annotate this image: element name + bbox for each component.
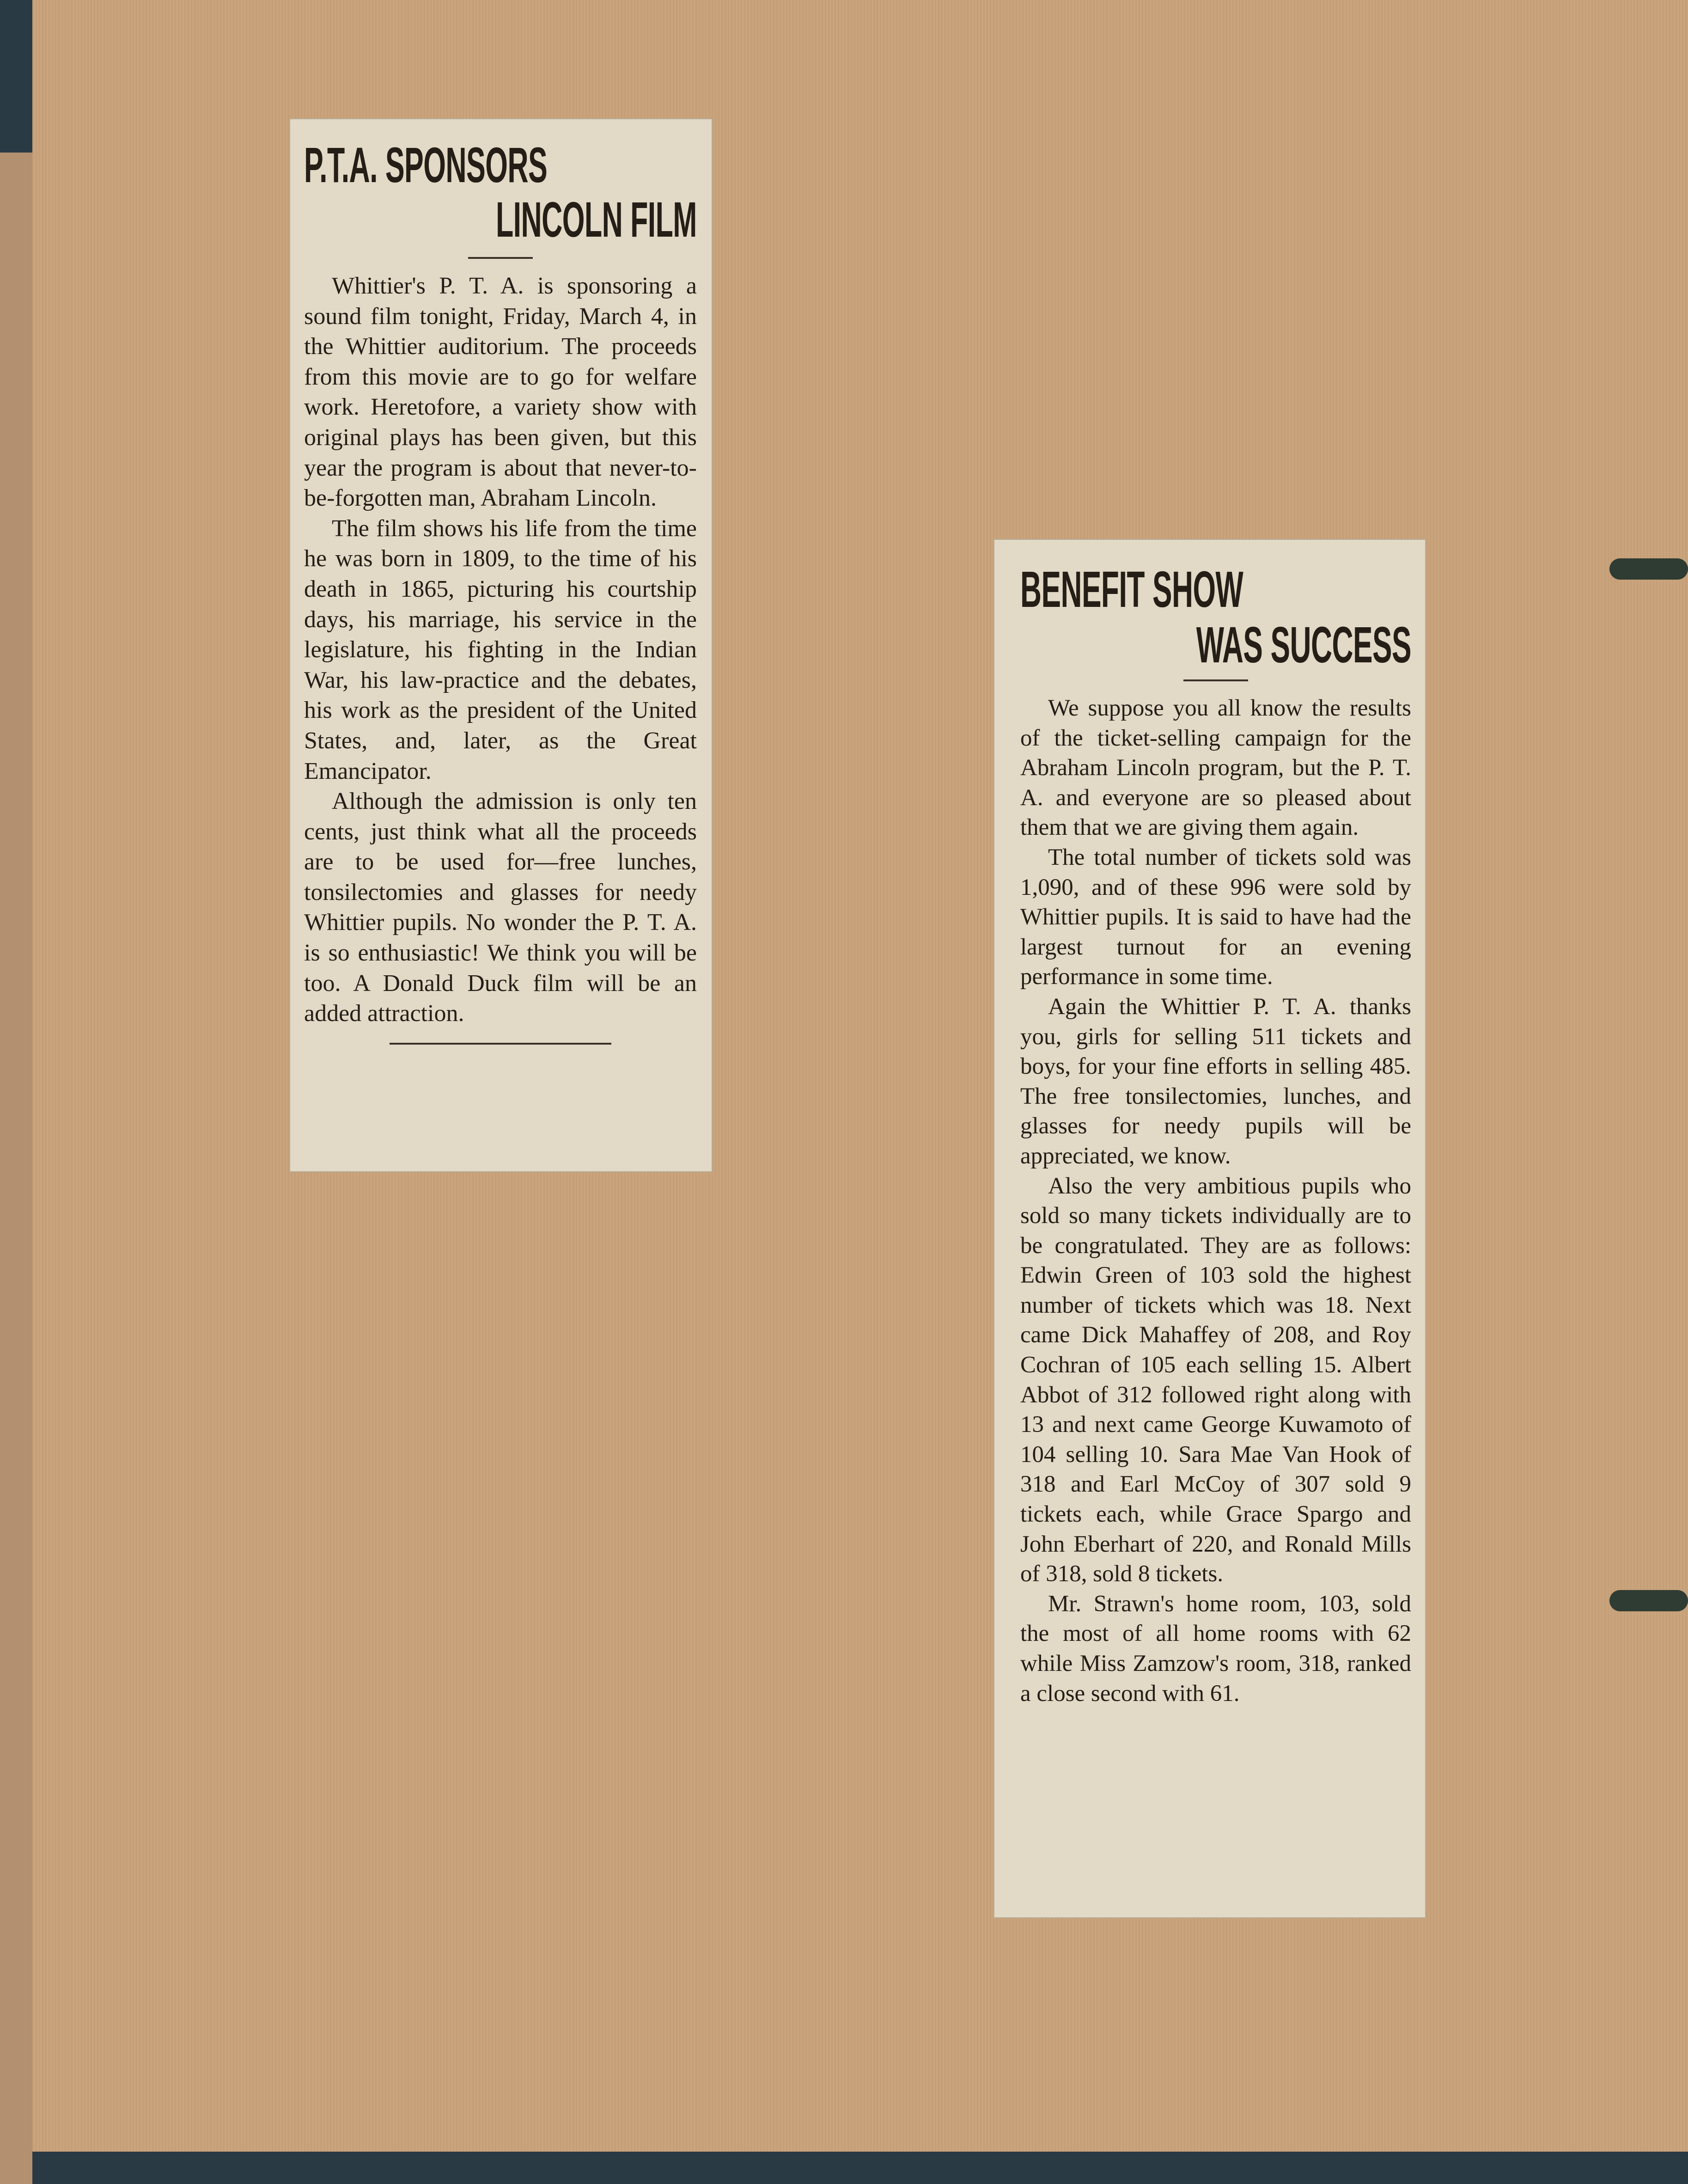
headline-1-line-2: LINCOLN FILM (496, 191, 697, 247)
headline-rule (1183, 679, 1248, 681)
page-edge-bottom (32, 2152, 1688, 2184)
headline-2-line-2: WAS SUCCESS (1196, 617, 1411, 673)
headline-rule (468, 257, 533, 259)
page-edge-left (0, 153, 32, 2184)
end-rule (390, 1043, 611, 1045)
clipping-pta-sponsors-lincoln-film (290, 119, 712, 1171)
clipping-1-paragraph-2: The film shows his life from the time he was born in 1809, to the time of his death in 1865, picturing his courtship days, his marriage, his service in the legislature, his fighting in the Indian War, his law-practice and the debates, his work as the president of the United States, and, later, as the Great Emancipator. (304, 515, 697, 784)
clipping-2-paragraph-2: The total number of tickets sold was 1,090, and of these 996 were sold by Whittier pupils. It is said to have had the largest turnout for an evening performance in some time. (1020, 844, 1411, 990)
clipping-2-paragraph-3: Again the Whittier P. T. A. thanks you, girls for selling 511 tickets and boys, for your fine efforts in selling 485. The free tonsilectomies, lunches, and glasses for needy pupils will be appreciated, we know. (1020, 993, 1411, 1169)
clipping-2-paragraph-1: We suppose you all know the results of the ticket-selling campaign for the Abraham Lincoln program, but the P. T. A. and everyone are so pleased about them that we are giving them again. (1020, 695, 1411, 841)
clipping-1-paragraph-1: Whittier's P. T. A. is sponsoring a sound film tonight, Friday, March 4, in the Whittier auditorium. The proceeds from this movie are to go for welfare work. Heretofore, a variety show with original plays has been given, but this year the program is about that never-to-be-forgotten man, Abraham Lincoln. (304, 273, 697, 512)
clipping-benefit-show-was-success (994, 540, 1425, 1917)
binding-twine-top (1609, 558, 1688, 580)
scrapbook-page (32, 0, 1688, 2184)
clipping-2-paragraph-5: Mr. Strawn's home room, 103, sold the most of all home rooms with 62 while Miss Zamzow's room, 318, ranked a close second with 61. (1020, 1591, 1411, 1707)
clipping-1-paragraph-3: Although the admission is only ten cents, just think what all the proceeds are to be used for—free lunches, tonsilectomies and glasses for needy Whittier pupils. No wonder the P. T. A. is so enthusiastic! We think you will be too. A Donald Duck film will be an added attraction. (304, 788, 697, 1027)
headline-2-line-1: BENEFIT SHOW (1020, 561, 1243, 618)
clipping-2-paragraph-4: Also the very ambitious pupils who sold so many tickets individually are to be congratulated. They are as follows: Edwin Green of 103 sold the highest number of tickets which was 18. Next came Dick Mahaffey of 208, and Roy Cochran of 105 each selling 15. Albert Abbot of 312 followed right along with 13 and next came George Kuwamoto of 104 selling 10. Sara Mae Van Hook of 318 and Earl McCoy of 307 sold 9 tickets each, while Grace Spargo and John Eberhart of 220, and Ronald Mills of 318, sold 8 tickets. (1020, 1173, 1411, 1587)
headline-1-line-1: P.T.A. SPONSORS (304, 137, 548, 193)
binding-twine-bottom (1609, 1590, 1688, 1611)
